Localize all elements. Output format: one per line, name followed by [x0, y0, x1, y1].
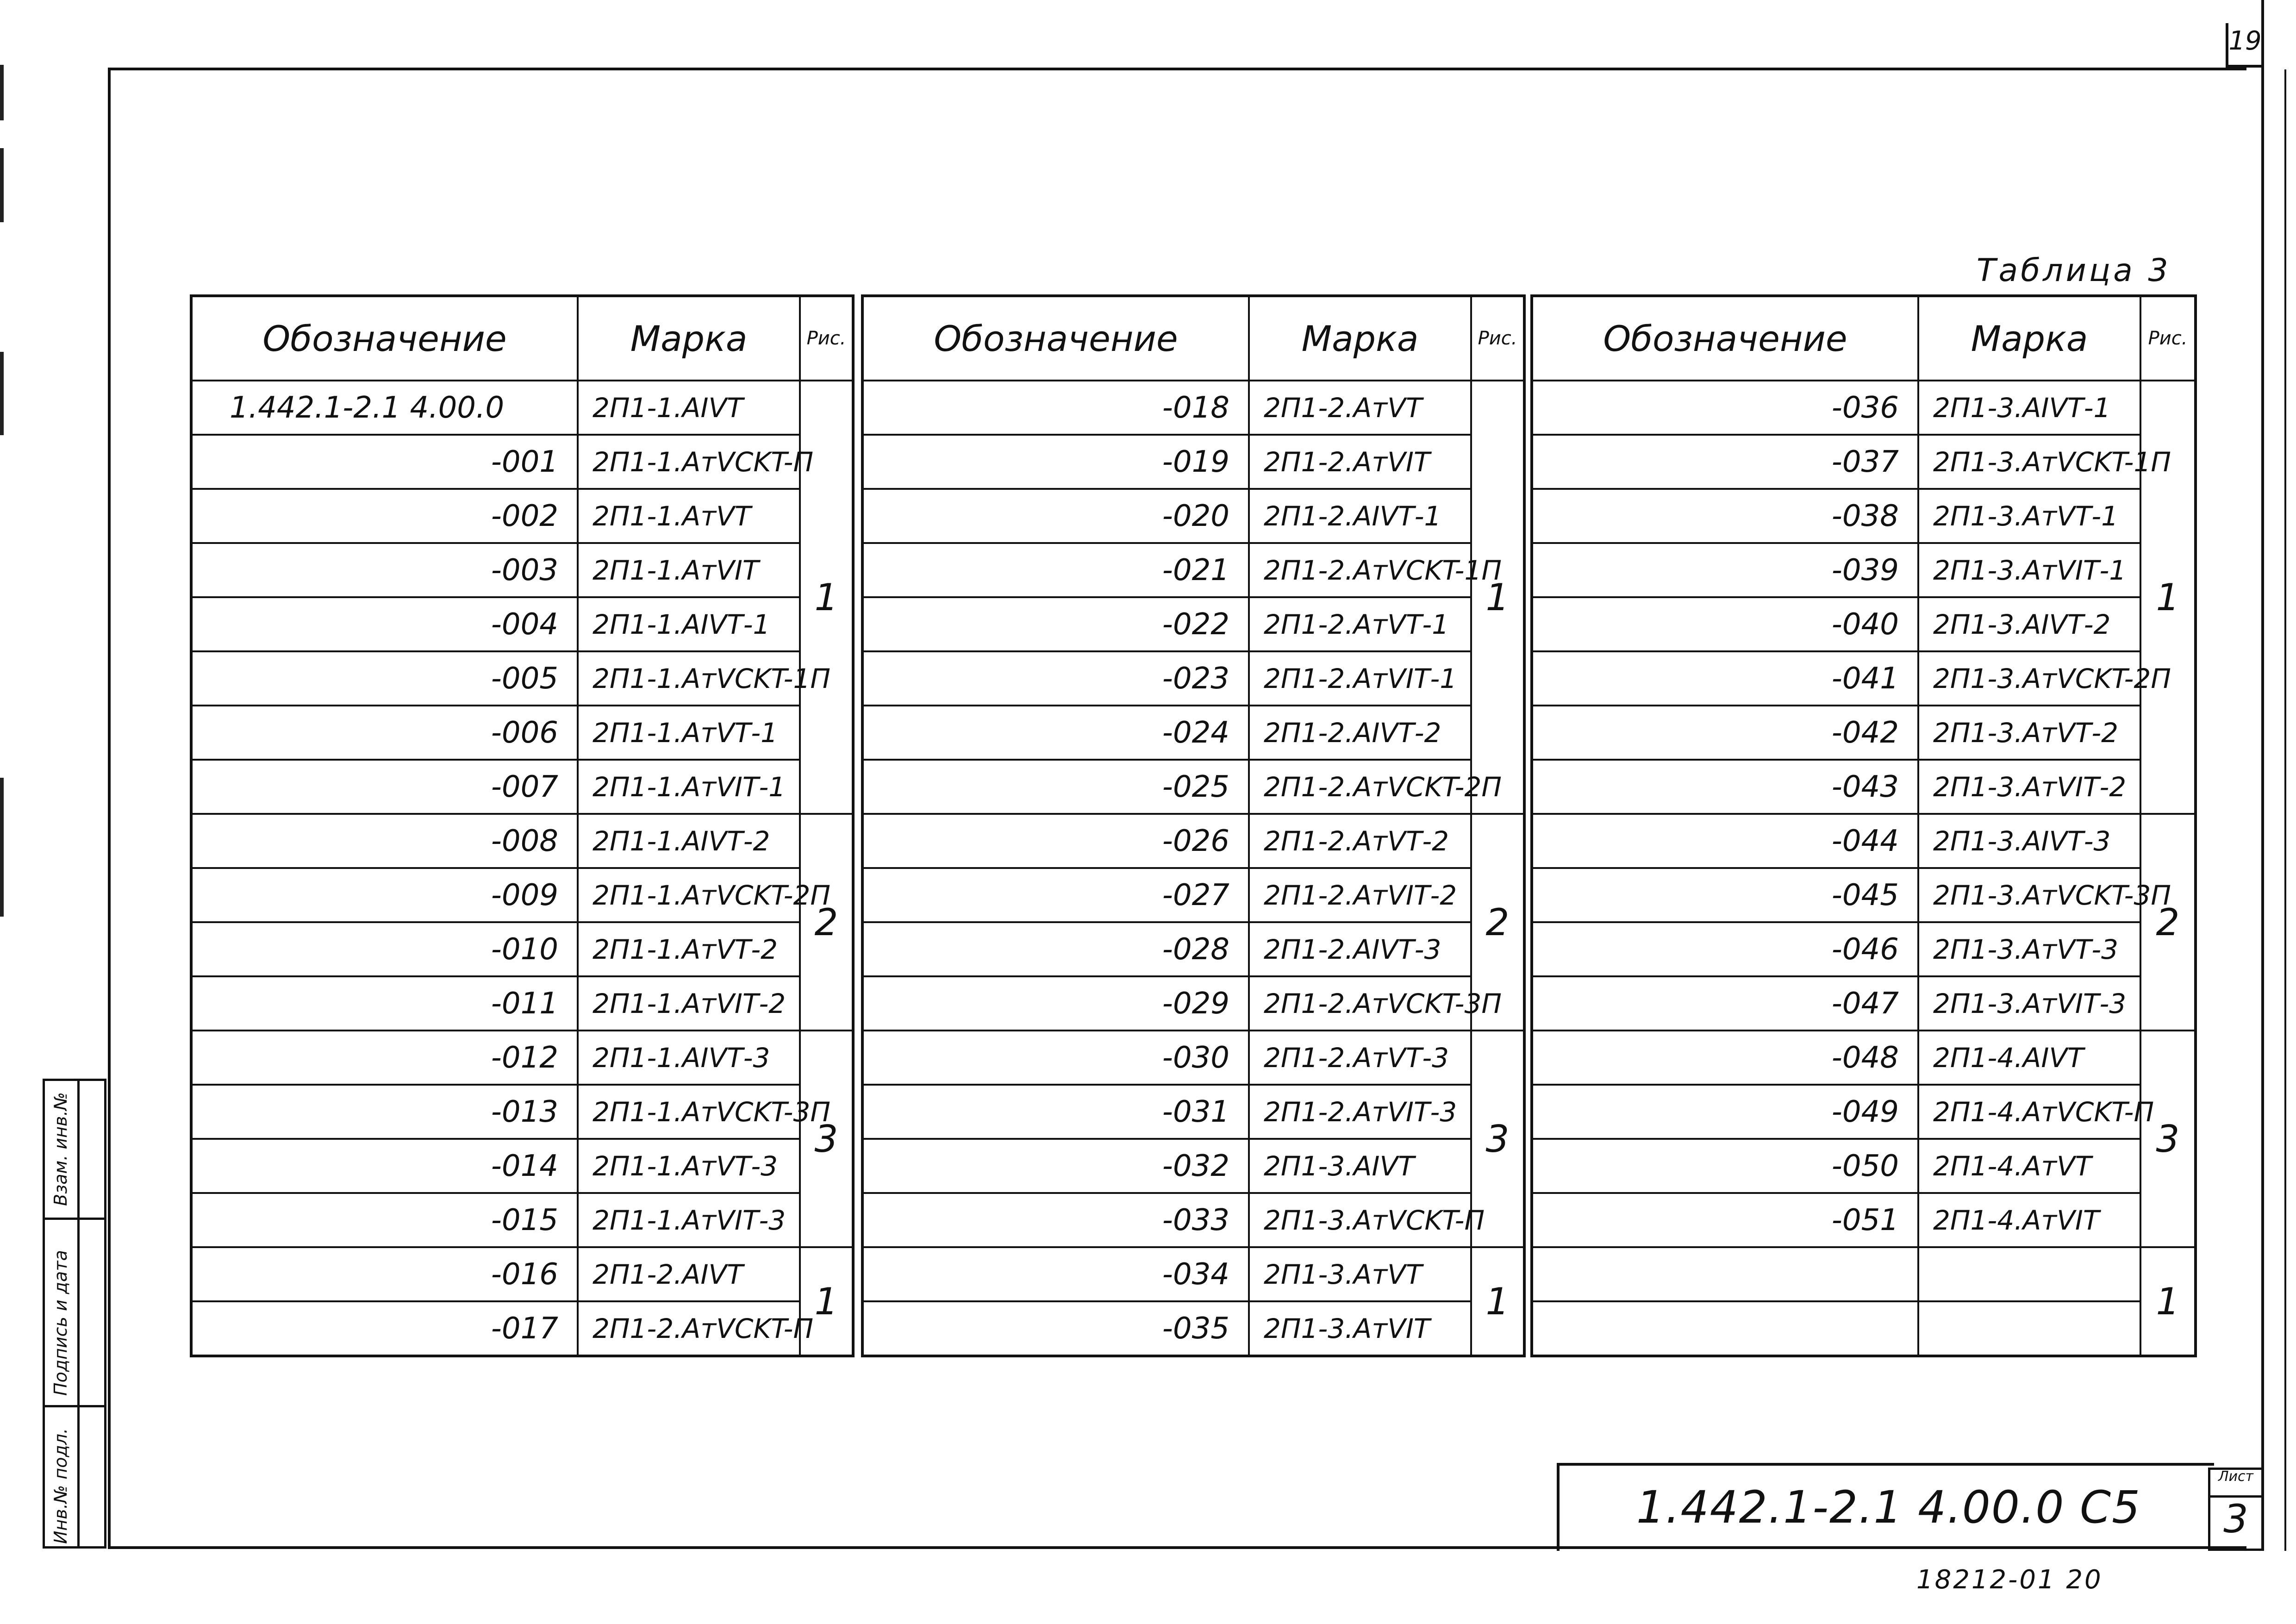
scan-mark: [0, 65, 4, 120]
code-cell: -011: [191, 976, 578, 1031]
code-cell: -004: [191, 597, 578, 651]
mark-cell: 2П1-3.АтVIТ: [1249, 1301, 1471, 1356]
mark-cell: 2П1-1.АтVIТ-1: [578, 760, 800, 814]
sheet-number: 3: [2223, 1496, 2248, 1542]
table-row: [1532, 435, 2196, 489]
table-row: [862, 489, 1524, 543]
table-row: [862, 435, 1524, 489]
table-row: [191, 868, 853, 922]
code-cell: -010: [191, 922, 578, 976]
mark-cell: 2П1-1.АIVТ-1: [578, 597, 800, 651]
mark-cell: 2П1-2.АтVCKT-П: [578, 1301, 800, 1356]
margin-stamp: [43, 1079, 106, 1549]
table-row: [191, 435, 853, 489]
code-cell: -014: [191, 1139, 578, 1193]
header-marka: Марка: [1249, 296, 1471, 381]
table-row: [1532, 651, 2196, 706]
code-cell: -034: [862, 1247, 1249, 1301]
code-cell: -015: [191, 1193, 578, 1247]
table-row: [862, 1139, 1524, 1193]
mark-cell: 2П1-1.АтVТ-2: [578, 922, 800, 976]
table-row: [191, 381, 853, 435]
table-row: [862, 1193, 1524, 1247]
mark-cell: [1918, 1301, 2140, 1356]
page-number: 19: [2228, 26, 2262, 56]
table-header: [191, 296, 853, 381]
code-cell: -024: [862, 706, 1249, 760]
mark-cell: 2П1-2.АтVТ-2: [1249, 814, 1471, 868]
mark-cell: 2П1-3.АтVТ-1: [1918, 489, 2140, 543]
table-row: [191, 1301, 853, 1356]
table-row: [191, 489, 853, 543]
mark-cell: 2П1-1.АтVIТ: [578, 543, 800, 597]
ris-cell: 1: [1471, 1247, 1524, 1356]
ris-cell: 3: [800, 1031, 853, 1247]
table-row: [1532, 814, 2196, 868]
code-cell: -017: [191, 1301, 578, 1356]
code-cell: -045: [1532, 868, 1918, 922]
mark-cell: [1918, 1247, 2140, 1301]
mark-cell: 2П1-3.АтVCKT-2П: [1918, 651, 2140, 706]
code-cell: -032: [862, 1139, 1249, 1193]
code-cell: -043: [1532, 760, 1918, 814]
table-row: [1532, 1247, 2196, 1301]
table-row: [1532, 381, 2196, 435]
code-cell: -016: [191, 1247, 578, 1301]
mark-cell: 2П1-3.АтVТ-2: [1918, 706, 2140, 760]
code-cell: -020: [862, 489, 1249, 543]
code-cell: -036: [1532, 381, 1918, 435]
code-cell: -038: [1532, 489, 1918, 543]
header-oboznachenie: Обозначение: [1532, 296, 1918, 381]
mark-cell: 2П1-1.АтVCKT-2П: [578, 868, 800, 922]
table-row: [1532, 597, 2196, 651]
code-cell: -050: [1532, 1139, 1918, 1193]
ris-cell: 1: [1471, 381, 1524, 814]
code-cell: -008: [191, 814, 578, 868]
code-cell: -006: [191, 706, 578, 760]
header-ris: Рис.: [800, 296, 853, 381]
mark-cell: 2П1-2.АIVТ-1: [1249, 489, 1471, 543]
header-marka: Марка: [578, 296, 800, 381]
frame-right-border-inner: [2284, 69, 2286, 1551]
table-row: [1532, 868, 2196, 922]
table-row: [1532, 706, 2196, 760]
code-cell: -023: [862, 651, 1249, 706]
table-row: [862, 868, 1524, 922]
header-ris: Рис.: [1471, 296, 1524, 381]
mark-cell: 2П1-1.АIVТ: [578, 381, 800, 435]
code-cell: -009: [191, 868, 578, 922]
mark-cell: 2П1-1.АтVIТ-3: [578, 1193, 800, 1247]
table-row: [191, 922, 853, 976]
mark-cell: 2П1-1.АтVCKT-3П: [578, 1085, 800, 1139]
table-row: [191, 597, 853, 651]
table-row: [1532, 1085, 2196, 1139]
code-cell: -040: [1532, 597, 1918, 651]
table-row: [191, 1139, 853, 1193]
table-row: [191, 651, 853, 706]
ris-cell: 3: [1471, 1031, 1524, 1247]
header-marka: Марка: [1918, 296, 2140, 381]
mark-cell: 2П1-3.АтVCKT-1П: [1918, 435, 2140, 489]
header-oboznachenie: Обозначение: [862, 296, 1249, 381]
mark-cell: 2П1-1.АтVCKT-1П: [578, 651, 800, 706]
mark-cell: 2П1-3.АтVIТ-2: [1918, 760, 2140, 814]
table-header: [862, 296, 1524, 381]
table-row: [862, 1301, 1524, 1356]
header-ris: Рис.: [2140, 296, 2196, 381]
ris-cell: 1: [2140, 1247, 2196, 1356]
table-row: [191, 1247, 853, 1301]
code-cell: -048: [1532, 1031, 1918, 1085]
code-cell: -049: [1532, 1085, 1918, 1139]
table-label: Таблица 3: [1977, 252, 2171, 289]
mark-cell: 2П1-4.АтVТ: [1918, 1139, 2140, 1193]
document-code: 1.442.1-2.1 4.00.0 С5: [1636, 1481, 2141, 1533]
code-cell: -044: [1532, 814, 1918, 868]
mark-cell: 2П1-4.АIVТ: [1918, 1031, 2140, 1085]
code-cell: -039: [1532, 543, 1918, 597]
spec-table-2: [861, 294, 1526, 1357]
mark-cell: 2П1-3.АтVТ-3: [1918, 922, 2140, 976]
table-row: [862, 381, 1524, 435]
code-cell: 1.442.1-2.1 4.00.0: [191, 381, 578, 435]
table-row: [862, 976, 1524, 1031]
code-cell: -037: [1532, 435, 1918, 489]
table-header: [1532, 296, 2196, 381]
table-row: [1532, 922, 2196, 976]
ris-cell: 2: [2140, 814, 2196, 1031]
mark-cell: 2П1-2.АтVТ-3: [1249, 1031, 1471, 1085]
code-cell: -013: [191, 1085, 578, 1139]
table-row: [862, 760, 1524, 814]
scan-mark: [0, 352, 4, 435]
code-cell: -012: [191, 1031, 578, 1085]
ris-cell: 2: [1471, 814, 1524, 1031]
code-cell: -003: [191, 543, 578, 597]
code-cell: -041: [1532, 651, 1918, 706]
code-cell: -031: [862, 1085, 1249, 1139]
scan-mark: [0, 778, 4, 917]
mark-cell: 2П1-2.АIVТ-3: [1249, 922, 1471, 976]
ris-cell: 3: [2140, 1031, 2196, 1247]
scan-mark: [0, 148, 4, 222]
table-row: [1532, 976, 2196, 1031]
table-row: [191, 1031, 853, 1085]
table-row: [862, 651, 1524, 706]
mark-cell: 2П1-2.АтVТ-1: [1249, 597, 1471, 651]
code-cell: [1532, 1301, 1918, 1356]
table-row: [862, 1247, 1524, 1301]
code-cell: -046: [1532, 922, 1918, 976]
spec-table-1: [190, 294, 855, 1357]
stamp-vzam-label: Взам. инв.№: [50, 1092, 71, 1206]
table-row: [862, 922, 1524, 976]
mark-cell: 2П1-1.АтVТ: [578, 489, 800, 543]
stamp-inv-label: Инв.№ подл.: [50, 1428, 71, 1544]
mark-cell: 2П1-1.АIVТ-2: [578, 814, 800, 868]
mark-cell: 2П1-3.АIVТ: [1249, 1139, 1471, 1193]
table-row: [191, 1085, 853, 1139]
mark-cell: 2П1-3.АтVIТ-3: [1918, 976, 2140, 1031]
mark-cell: 2П1-1.АтVТ-3: [578, 1139, 800, 1193]
code-cell: -027: [862, 868, 1249, 922]
table-row: [1532, 543, 2196, 597]
code-cell: -051: [1532, 1193, 1918, 1247]
spec-table-3: [1530, 294, 2197, 1357]
code-cell: -030: [862, 1031, 1249, 1085]
mark-cell: 2П1-4.АтVCKT-П: [1918, 1085, 2140, 1139]
table-row: [862, 1085, 1524, 1139]
table-row: [862, 543, 1524, 597]
table-row: [191, 1193, 853, 1247]
code-cell: -029: [862, 976, 1249, 1031]
table-row: [191, 814, 853, 868]
sheet-label: Лист: [2218, 1468, 2254, 1485]
mark-cell: 2П1-2.АтVCKT-1П: [1249, 543, 1471, 597]
table-row: [862, 597, 1524, 651]
table-row: [191, 706, 853, 760]
mark-cell: 2П1-3.АтVТ: [1249, 1247, 1471, 1301]
code-cell: -002: [191, 489, 578, 543]
table-row: [1532, 1031, 2196, 1085]
code-cell: -019: [862, 435, 1249, 489]
table-row: [862, 814, 1524, 868]
code-cell: -021: [862, 543, 1249, 597]
code-cell: -022: [862, 597, 1249, 651]
code-cell: -025: [862, 760, 1249, 814]
code-cell: -026: [862, 814, 1249, 868]
header-oboznachenie: Обозначение: [191, 296, 578, 381]
ris-cell: 1: [800, 1247, 853, 1356]
table-row: [191, 976, 853, 1031]
mark-cell: 2П1-2.АтVCKT-3П: [1249, 976, 1471, 1031]
code-cell: -018: [862, 381, 1249, 435]
table-row: [862, 1031, 1524, 1085]
stamp-sign-label: Подпись и дата: [50, 1250, 71, 1396]
mark-cell: 2П1-3.АIVТ-3: [1918, 814, 2140, 868]
code-cell: -033: [862, 1193, 1249, 1247]
mark-cell: 2П1-1.АтVIТ-2: [578, 976, 800, 1031]
mark-cell: 2П1-3.АтVCKT-П: [1249, 1193, 1471, 1247]
table-row: [191, 543, 853, 597]
table-row: [191, 760, 853, 814]
mark-cell: 2П1-1.АIVТ-3: [578, 1031, 800, 1085]
code-cell: -005: [191, 651, 578, 706]
ris-cell: 2: [800, 814, 853, 1031]
table-row: [862, 706, 1524, 760]
code-cell: -047: [1532, 976, 1918, 1031]
table-row: [1532, 760, 2196, 814]
mark-cell: 2П1-2.АтVТ: [1249, 381, 1471, 435]
code-cell: -035: [862, 1301, 1249, 1356]
table-row: [1532, 1301, 2196, 1356]
mark-cell: 2П1-2.АтVIТ-2: [1249, 868, 1471, 922]
mark-cell: 2П1-3.АтVIТ-1: [1918, 543, 2140, 597]
mark-cell: 2П1-2.АIVТ-2: [1249, 706, 1471, 760]
ris-cell: 1: [2140, 381, 2196, 814]
ris-cell: 1: [800, 381, 853, 814]
code-cell: -042: [1532, 706, 1918, 760]
mark-cell: 2П1-1.АтVТ-1: [578, 706, 800, 760]
code-cell: [1532, 1247, 1918, 1301]
mark-cell: 2П1-3.АтVCKT-3П: [1918, 868, 2140, 922]
mark-cell: 2П1-2.АIVТ: [578, 1247, 800, 1301]
code-cell: -028: [862, 922, 1249, 976]
mark-cell: 2П1-2.АтVIТ-3: [1249, 1085, 1471, 1139]
footer-code: 18212-01 20: [1916, 1565, 2103, 1595]
table-row: [1532, 489, 2196, 543]
code-cell: -007: [191, 760, 578, 814]
mark-cell: 2П1-2.АтVIТ-1: [1249, 651, 1471, 706]
code-cell: -001: [191, 435, 578, 489]
mark-cell: 2П1-2.АтVIТ: [1249, 435, 1471, 489]
mark-cell: 2П1-3.АIVТ-2: [1918, 597, 2140, 651]
table-row: [1532, 1193, 2196, 1247]
mark-cell: 2П1-1.АтVCKT-П: [578, 435, 800, 489]
table-row: [1532, 1139, 2196, 1193]
frame-right-border: [2261, 0, 2264, 1551]
mark-cell: 2П1-4.АтVIТ: [1918, 1193, 2140, 1247]
mark-cell: 2П1-3.АIVТ-1: [1918, 381, 2140, 435]
mark-cell: 2П1-2.АтVCKT-2П: [1249, 760, 1471, 814]
